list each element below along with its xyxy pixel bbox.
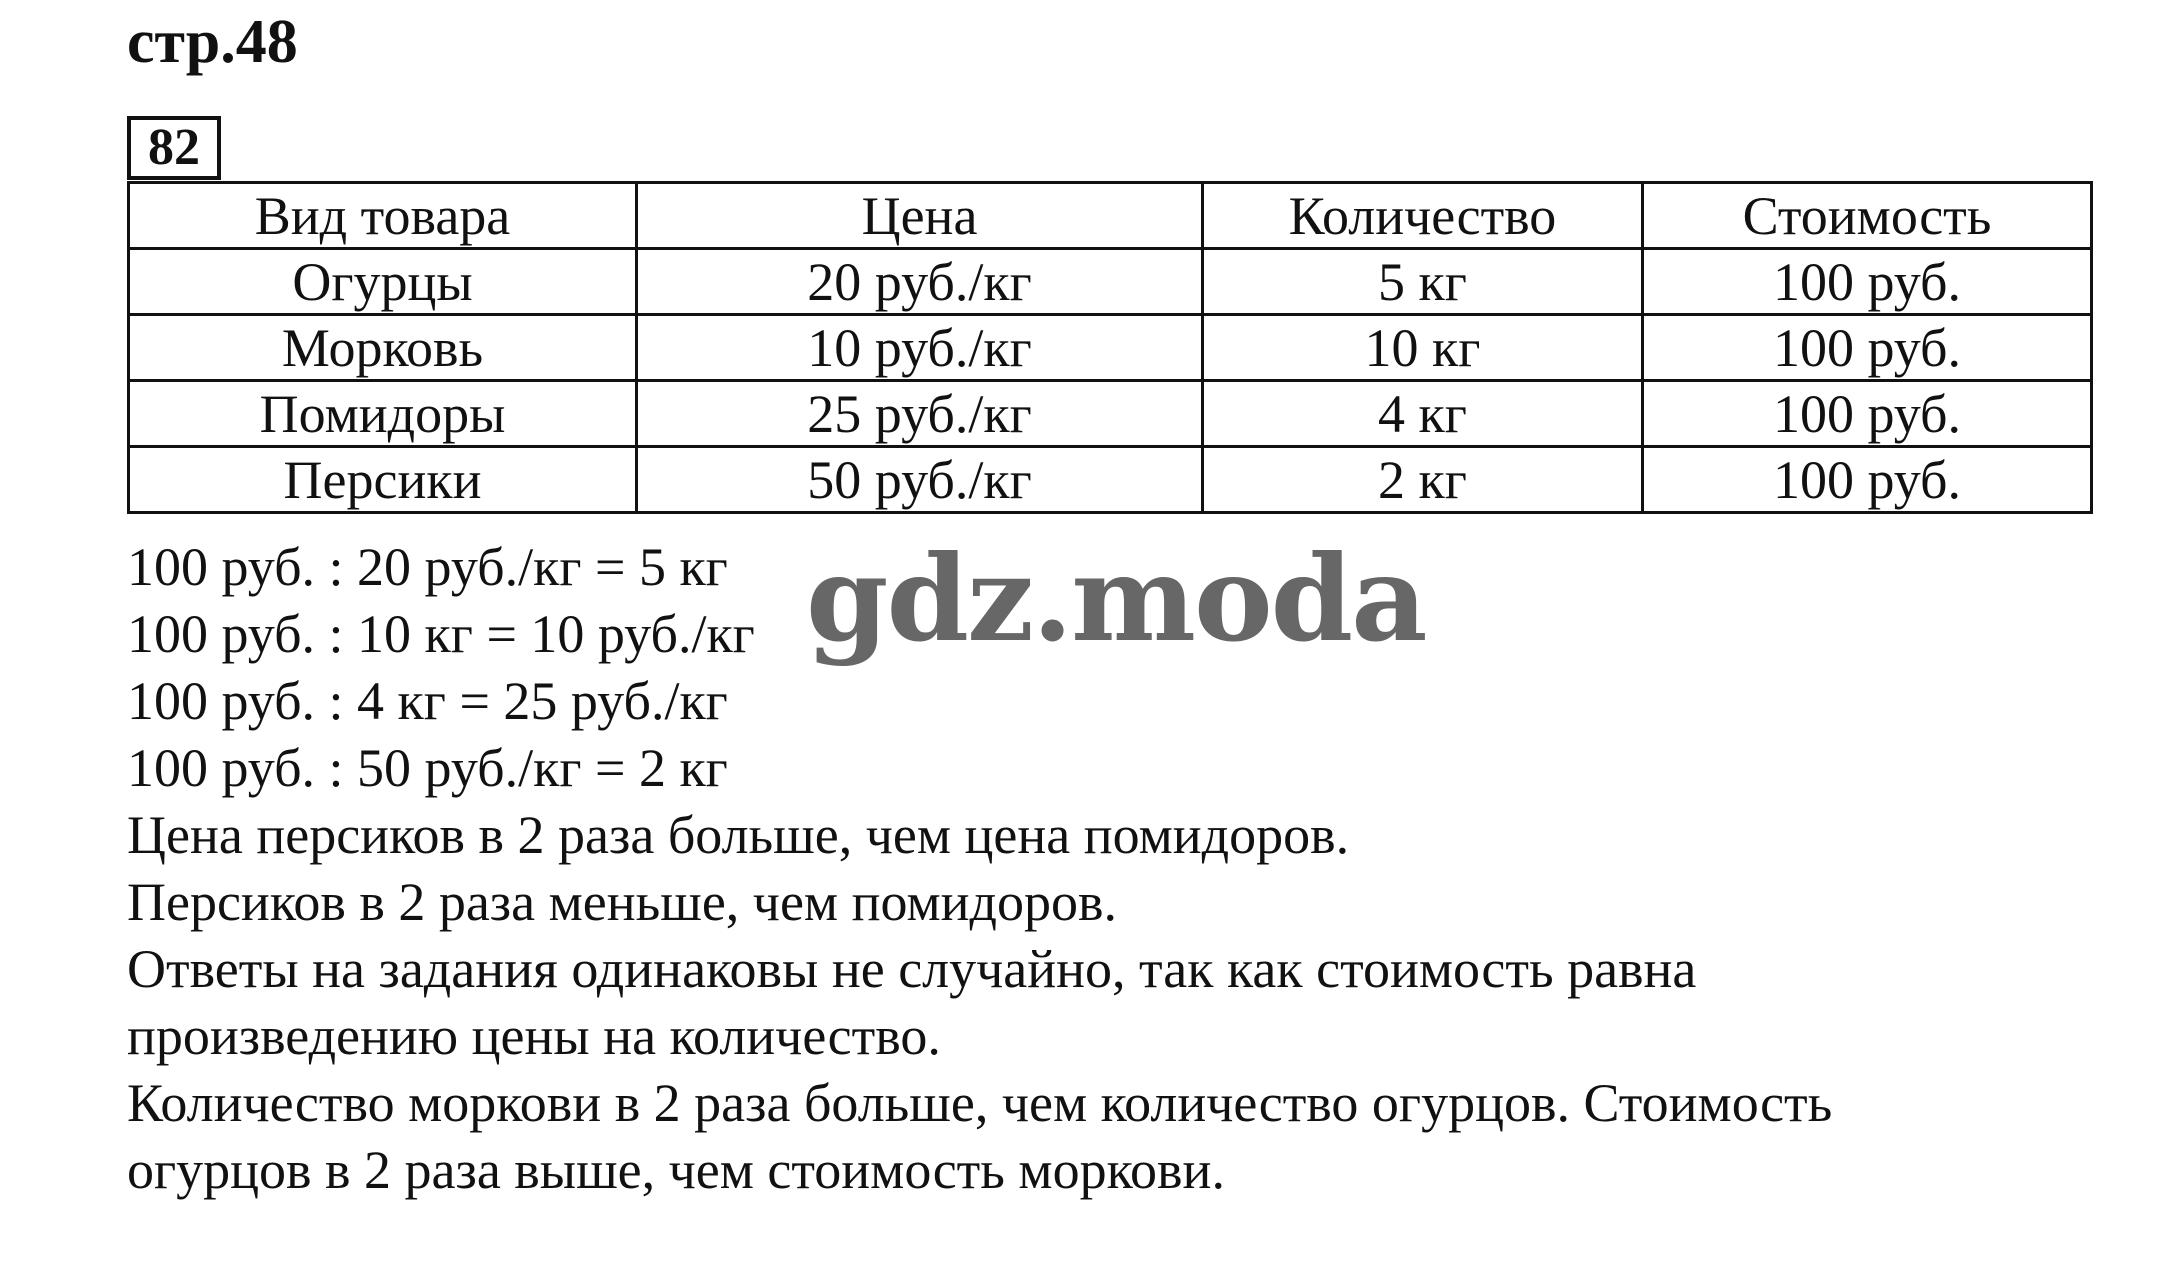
cell-quantity: 2 кг: [1203, 447, 1643, 513]
header-quantity: Количество: [1203, 183, 1643, 249]
cell-product: Персики: [129, 447, 637, 513]
conclusion-line: Ответы на задания одинаковы не случайно, так как стоимость равна: [127, 939, 1697, 999]
cell-cost: 100 руб.: [1643, 315, 2092, 381]
cell-cost: 100 руб.: [1643, 447, 2092, 513]
calculation-line: 100 руб. : 10 кг = 10 руб./кг: [127, 604, 755, 664]
watermark-logo: gdz.moda: [806, 529, 1426, 668]
conclusion-line: Персиков в 2 раза меньше, чем помидоров.: [127, 872, 1118, 932]
cell-product: Огурцы: [129, 249, 637, 315]
cell-quantity: 4 кг: [1203, 381, 1643, 447]
conclusion-line: произведению цены на количество.: [127, 1006, 941, 1066]
cell-price: 25 руб./кг: [637, 381, 1203, 447]
task-number-box: 82: [127, 116, 221, 180]
page-label: стр.48: [127, 8, 298, 76]
cell-price: 50 руб./кг: [637, 447, 1203, 513]
cell-price: 10 руб./кг: [637, 315, 1203, 381]
table-row: [129, 315, 2092, 381]
conclusion-line: Цена персиков в 2 раза больше, чем цена помидоров.: [127, 805, 1350, 865]
header-cost: Стоимость: [1643, 183, 2092, 249]
conclusion-line: огурцов в 2 раза выше, чем стоимость моркови.: [127, 1140, 1225, 1200]
table-row: [129, 447, 2092, 513]
cell-quantity: 5 кг: [1203, 249, 1643, 315]
cell-product: Помидоры: [129, 381, 637, 447]
table-header-row: [129, 183, 2092, 249]
calculation-line: 100 руб. : 20 руб./кг = 5 кг: [127, 537, 728, 597]
cell-cost: 100 руб.: [1643, 249, 2092, 315]
cell-cost: 100 руб.: [1643, 381, 2092, 447]
header-price: Цена: [637, 183, 1203, 249]
header-product-type: Вид товара: [129, 183, 637, 249]
table-row: [129, 249, 2092, 315]
table-row: [129, 381, 2092, 447]
cell-price: 20 руб./кг: [637, 249, 1203, 315]
cell-quantity: 10 кг: [1203, 315, 1643, 381]
calculation-line: 100 руб. : 4 кг = 25 руб./кг: [127, 671, 728, 731]
cell-product: Морковь: [129, 315, 637, 381]
calculation-line: 100 руб. : 50 руб./кг = 2 кг: [127, 738, 728, 798]
conclusion-line: Количество моркови в 2 раза больше, чем количество огурцов. Стоимость: [127, 1073, 1833, 1133]
goods-table: [127, 181, 2093, 514]
